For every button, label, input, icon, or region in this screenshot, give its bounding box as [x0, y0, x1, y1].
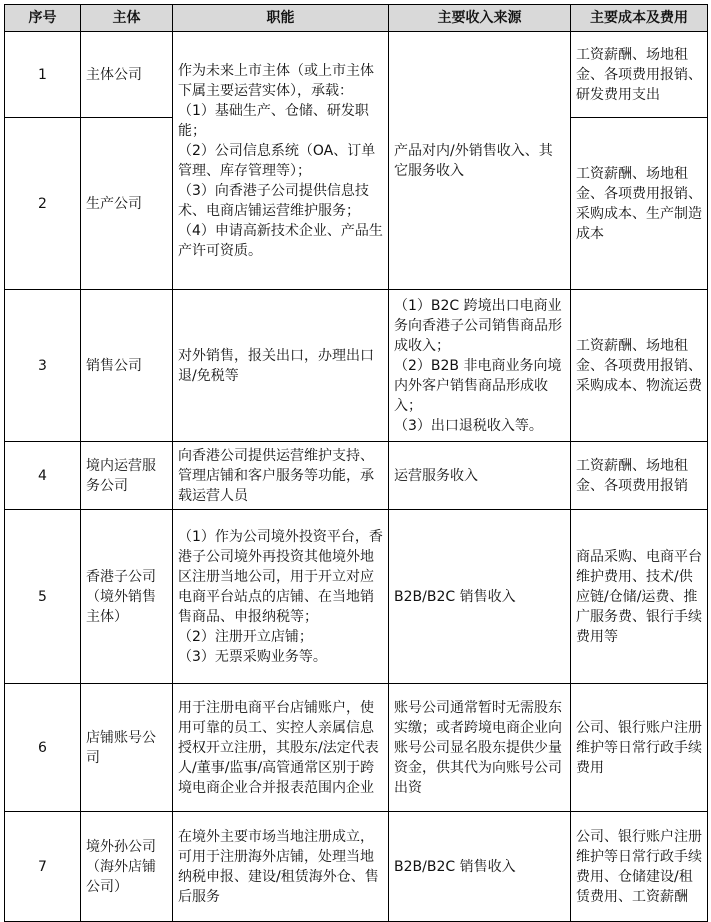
row-number: 4 [5, 442, 81, 510]
header-entity: 主体 [81, 5, 173, 32]
entity-cell: 香港子公司（境外销售主体） [81, 510, 173, 684]
row-number: 2 [5, 118, 81, 290]
business-structure-table [4, 4, 708, 922]
row-number: 6 [5, 684, 81, 812]
income-cell: B2B/B2C 销售收入 [389, 812, 571, 922]
cost-cell: 工资薪酬、场地租金、各项费用报销 [571, 442, 708, 510]
income-cell: B2B/B2C 销售收入 [389, 510, 571, 684]
header-income: 主要收入来源 [389, 5, 571, 32]
income-cell: （1）B2C 跨境出口电商业务向香港子公司销售商品形成收入； （2）B2B 非电商业务向境内外客户销售商品形成收入； （3）出口退税收入等。 [389, 290, 571, 442]
row-number: 5 [5, 510, 81, 684]
entity-cell: 境外孙公司（海外店铺公司） [81, 812, 173, 922]
duty-cell: 向香港公司提供运营维护支持、管理店铺和客户服务等功能，承载运营人员 [173, 442, 389, 510]
entity-cell: 生产公司 [81, 118, 173, 290]
row-number: 3 [5, 290, 81, 442]
table-row [5, 290, 708, 442]
cost-cell: 商品采购、电商平台维护费用、技术/供应链/仓储/运费、推广服务费、银行手续费用等 [571, 510, 708, 684]
entity-cell: 店铺账号公司 [81, 684, 173, 812]
header-cost: 主要成本及费用 [571, 5, 708, 32]
table-row [5, 684, 708, 812]
table-row [5, 442, 708, 510]
cost-cell: 工资薪酬、场地租金、各项费用报销、采购成本、生产制造成本 [571, 118, 708, 290]
duty-cell: 对外销售，报关出口，办理出口退/免税等 [173, 290, 389, 442]
table-row [5, 32, 708, 118]
header-duty: 职能 [173, 5, 389, 32]
header-row [5, 5, 708, 32]
income-cell: 运营服务收入 [389, 442, 571, 510]
entity-cell: 主体公司 [81, 32, 173, 118]
row-number: 1 [5, 32, 81, 118]
table-row [5, 510, 708, 684]
entity-cell: 销售公司 [81, 290, 173, 442]
row-number: 7 [5, 812, 81, 922]
duty-cell: 在境外主要市场当地注册成立，可用于注册海外店铺，处理当地纳税申报、建设/租赁海外仓、售后服务 [173, 812, 389, 922]
duty-cell-shared: 作为未来上市主体（或上市主体下属主要运营实体），承载： （1）基础生产、仓储、研发职能； （2）公司信息系统（OA、订单管理、库存管理等）； （3）向香港子公司提供信息技术、电商店铺运营维护服务； （4）申请高新技术企业、产品生产许可资质。 [173, 32, 389, 290]
table-row [5, 812, 708, 922]
duty-cell: （1）作为公司境外投资平台，香港子公司境外再投资其他境外地区注册当地公司，用于开立对应电商平台站点的店铺、在当地销售商品、申报纳税等； （2）注册开立店铺； （3）无票采购业务等。 [173, 510, 389, 684]
cost-cell: 工资薪酬、场地租金、各项费用报销、采购成本、物流运费 [571, 290, 708, 442]
income-cell-shared: 产品对内/外销售收入、其它服务收入 [389, 32, 571, 290]
entity-cell: 境内运营服务公司 [81, 442, 173, 510]
cost-cell: 公司、银行账户注册维护等日常行政手续费用、仓储建设/租赁费用、工资薪酬 [571, 812, 708, 922]
duty-cell: 用于注册电商平台店铺账户，使用可靠的员工、实控人亲属信息授权开立注册，其股东/法定代表人/董事/监事/高管通常区别于跨境电商企业合并报表范围内企业 [173, 684, 389, 812]
income-cell: 账号公司通常暂时无需股东实缴；或者跨境电商企业向账号公司显名股东提供少量资金，供其代为向账号公司出资 [389, 684, 571, 812]
cost-cell: 公司、银行账户注册维护等日常行政手续费用 [571, 684, 708, 812]
header-no: 序号 [5, 5, 81, 32]
cost-cell: 工资薪酬、场地租金、各项费用报销、研发费用支出 [571, 32, 708, 118]
